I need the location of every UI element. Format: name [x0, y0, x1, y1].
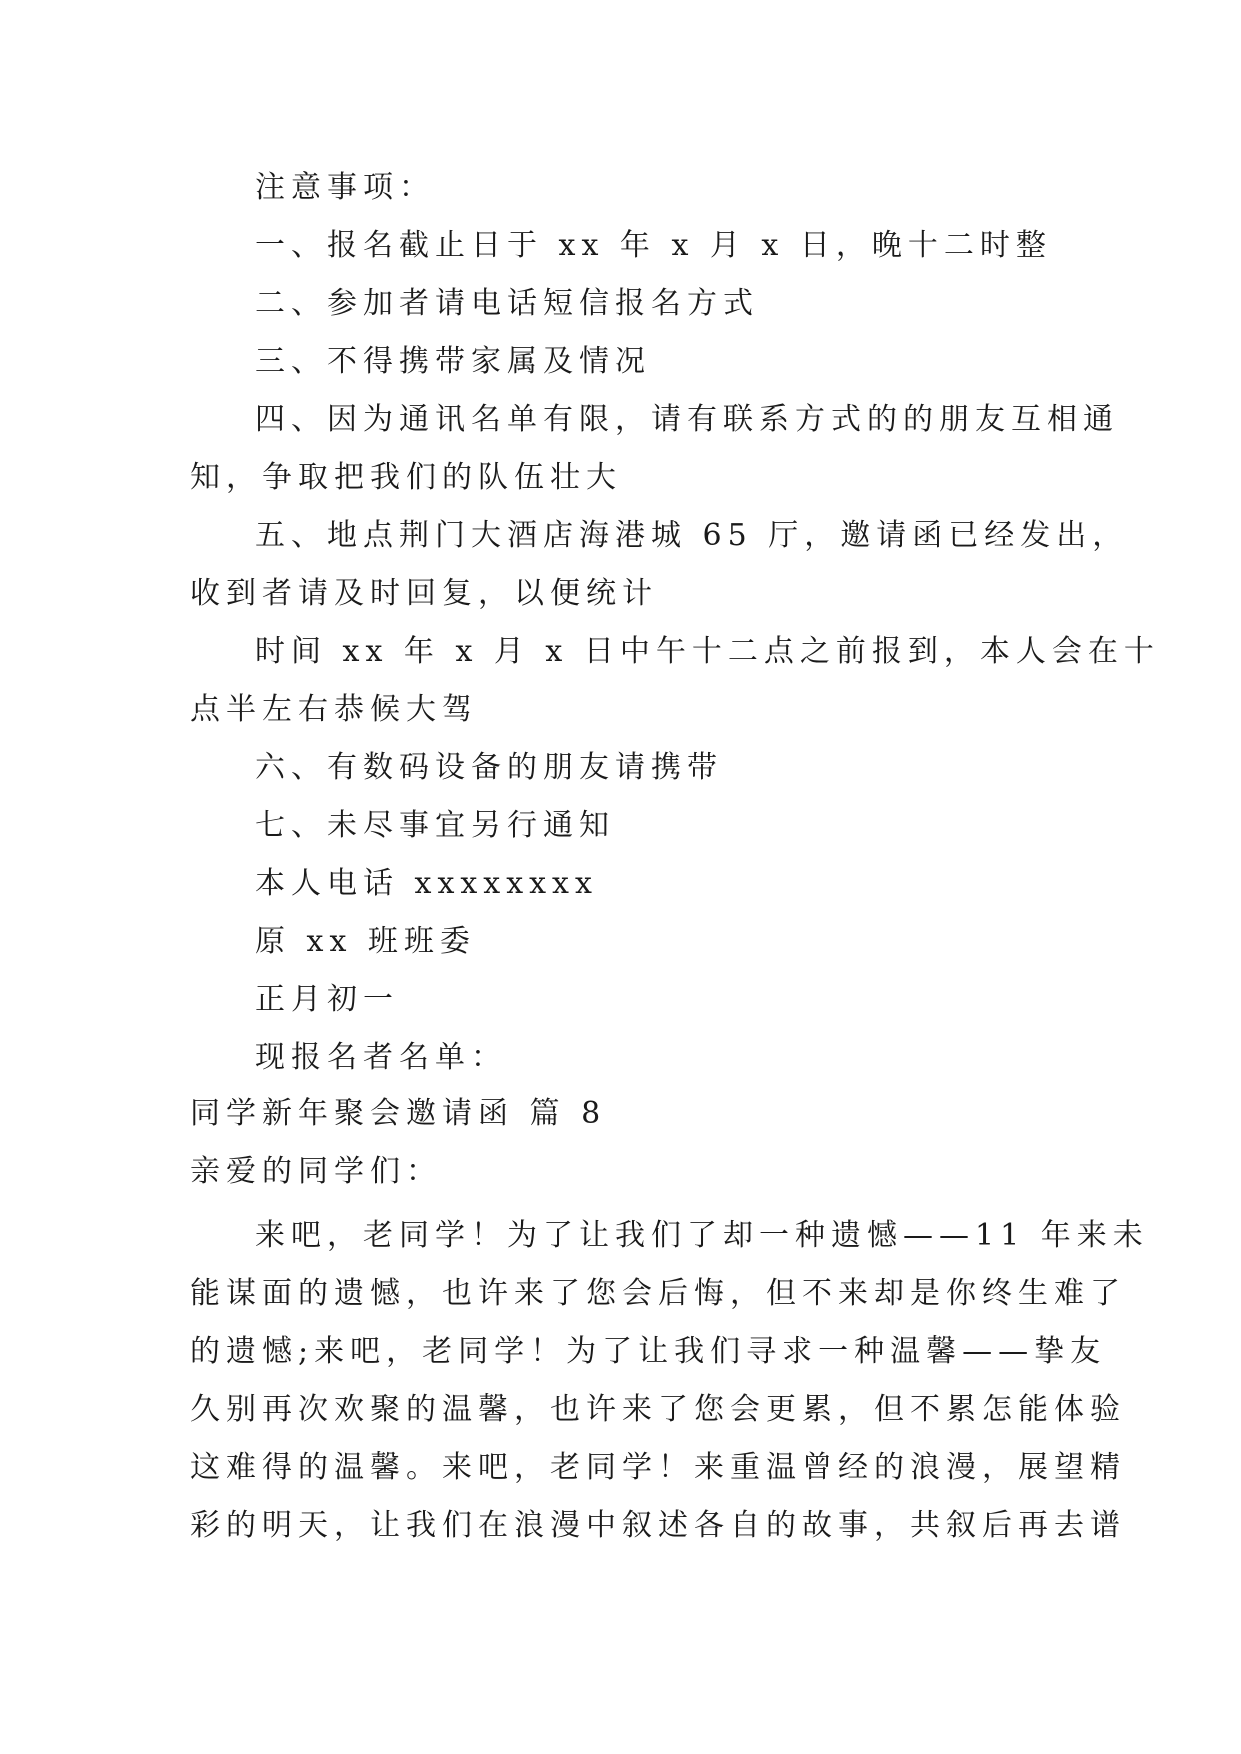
notice-time: 时间 xx 年 x 月 x 日中午十二点之前报到，本人会在十 [255, 634, 1160, 669]
signature-date: 正月初一 [255, 982, 399, 1017]
registrants-heading: 现报名者名单： [255, 1040, 507, 1075]
notice-time-cont: 点半左右恭候大驾 [190, 692, 478, 727]
salutation: 亲爱的同学们： [190, 1154, 442, 1189]
notice-item-6: 六、有数码设备的朋友请携带 [255, 750, 723, 785]
body-line-6: 彩的明天，让我们在浪漫中叙述各自的故事，共叙后再去谱 [190, 1508, 1126, 1543]
body-line-5: 这难得的温馨。来吧，老同学！来重温曾经的浪漫，展望精 [190, 1450, 1126, 1485]
body-line-4: 久别再次欢聚的温馨，也许来了您会更累，但不累怎能体验 [190, 1392, 1126, 1427]
body-line-1: 来吧，老同学！为了让我们了却一种遗憾——11 年来未 [255, 1218, 1149, 1253]
notice-item-3: 三、不得携带家属及情况 [255, 344, 651, 379]
notice-item-5: 五、地点荆门大酒店海港城 65 厅，邀请函已经发出， [255, 518, 1129, 553]
notice-item-4-cont: 知，争取把我们的队伍壮大 [190, 460, 622, 495]
notice-item-5-cont: 收到者请及时回复，以便统计 [190, 576, 658, 611]
notice-item-2: 二、参加者请电话短信报名方式 [255, 286, 759, 321]
section-title: 同学新年聚会邀请函 篇 8 [190, 1096, 607, 1131]
signature-committee: 原 xx 班班委 [255, 924, 476, 959]
contact-phone: 本人电话 xxxxxxxx [255, 866, 598, 901]
notice-item-4: 四、因为通讯名单有限，请有联系方式的的朋友互相通 [255, 402, 1119, 437]
body-line-2: 能谋面的遗憾，也许来了您会后悔，但不来却是你终生难了 [190, 1276, 1126, 1311]
notice-item-7: 七、未尽事宜另行通知 [255, 808, 615, 843]
body-line-3: 的遗憾;来吧，老同学！为了让我们寻求一种温馨——挚友 [190, 1334, 1107, 1369]
notice-heading: 注意事项： [255, 170, 435, 205]
notice-item-1: 一、报名截止日于 xx 年 x 月 x 日，晚十二时整 [255, 228, 1052, 263]
